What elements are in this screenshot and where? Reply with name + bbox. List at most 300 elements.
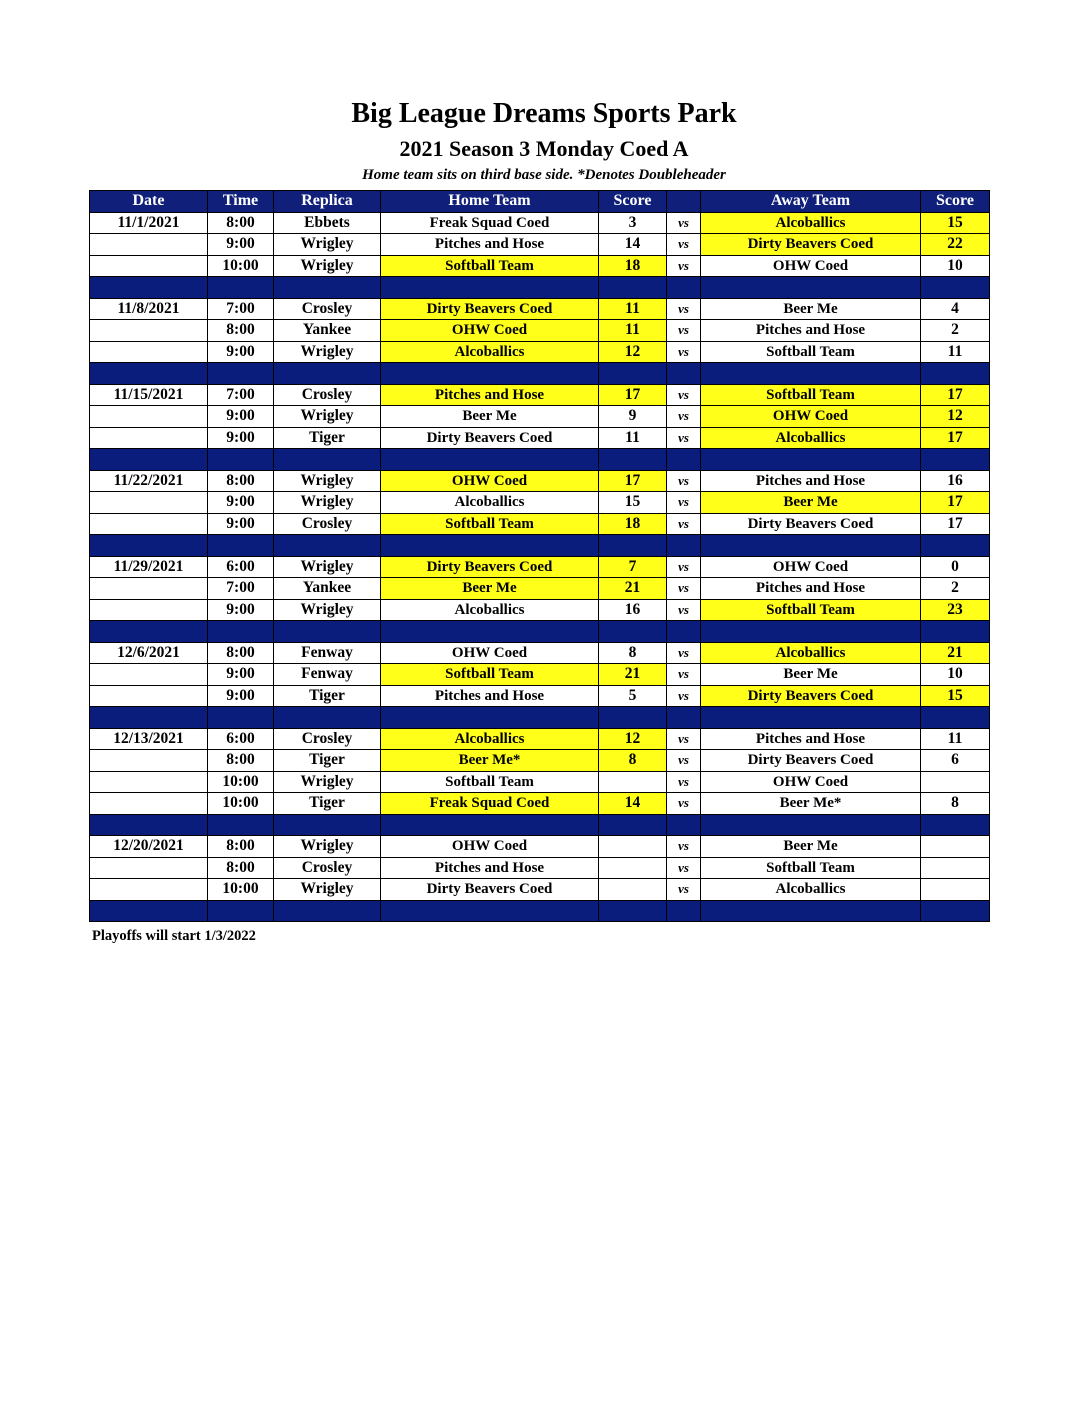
separator-cell [701, 363, 921, 385]
replica-field-cell: Crosley [274, 298, 381, 320]
table-row [90, 599, 990, 621]
replica-field-cell: Crosley [274, 384, 381, 406]
home-score-cell [599, 857, 667, 879]
date-cell [90, 513, 208, 535]
separator-cell [701, 900, 921, 922]
separator-cell [274, 900, 381, 922]
separator-cell [701, 449, 921, 471]
time-cell: 7:00 [208, 578, 274, 600]
separator-cell [921, 814, 990, 836]
replica-field-cell: Tiger [274, 750, 381, 772]
separator-cell [381, 277, 599, 299]
date-cell: 12/6/2021 [90, 642, 208, 664]
table-row [90, 320, 990, 342]
replica-field-cell: Ebbets [274, 212, 381, 234]
away-score-cell: 22 [921, 234, 990, 256]
home-score-cell: 17 [599, 384, 667, 406]
separator-cell [208, 449, 274, 471]
separator-cell [921, 535, 990, 557]
away-score-cell: 8 [921, 793, 990, 815]
home-team-cell: OHW Coed [381, 642, 599, 664]
table-row [90, 427, 990, 449]
separator-cell [701, 621, 921, 643]
home-team-cell: Pitches and Hose [381, 234, 599, 256]
home-team-cell: Pitches and Hose [381, 857, 599, 879]
home-team-cell: OHW Coed [381, 320, 599, 342]
date-cell [90, 879, 208, 901]
time-cell: 10:00 [208, 255, 274, 277]
vs-cell: vs [667, 599, 701, 621]
table-row [90, 492, 990, 514]
separator-cell [381, 707, 599, 729]
separator-cell [208, 621, 274, 643]
away-score-cell: 15 [921, 685, 990, 707]
table-row [90, 513, 990, 535]
replica-field-cell: Wrigley [274, 492, 381, 514]
home-score-cell: 12 [599, 728, 667, 750]
away-score-cell: 10 [921, 255, 990, 277]
away-team-cell: Beer Me [701, 298, 921, 320]
away-team-cell: Beer Me* [701, 793, 921, 815]
vs-cell: vs [667, 793, 701, 815]
date-cell [90, 685, 208, 707]
separator-cell [274, 621, 381, 643]
time-cell: 8:00 [208, 836, 274, 858]
playoffs-note: Playoffs will start 1/3/2022 [92, 928, 256, 944]
home-team-cell: OHW Coed [381, 470, 599, 492]
time-cell: 8:00 [208, 857, 274, 879]
separator-row [90, 449, 990, 471]
date-cell [90, 664, 208, 686]
away-team-cell: Softball Team [701, 384, 921, 406]
home-score-cell: 21 [599, 578, 667, 600]
away-team-cell: Beer Me [701, 664, 921, 686]
separator-cell [274, 707, 381, 729]
replica-field-cell: Crosley [274, 513, 381, 535]
away-score-cell: 0 [921, 556, 990, 578]
away-score-cell: 17 [921, 384, 990, 406]
table-row [90, 836, 990, 858]
away-team-cell: Dirty Beavers Coed [701, 234, 921, 256]
page-title: Big League Dreams Sports Park [351, 98, 737, 129]
vs-cell: vs [667, 384, 701, 406]
table-row [90, 470, 990, 492]
separator-cell [921, 277, 990, 299]
vs-cell: vs [667, 771, 701, 793]
home-score-cell [599, 879, 667, 901]
home-team-cell: Alcoballics [381, 341, 599, 363]
table-row [90, 406, 990, 428]
separator-cell [208, 900, 274, 922]
time-cell: 8:00 [208, 642, 274, 664]
away-score-cell: 2 [921, 578, 990, 600]
vs-cell: vs [667, 341, 701, 363]
vs-cell: vs [667, 578, 701, 600]
separator-cell [381, 814, 599, 836]
away-team-cell: Beer Me [701, 492, 921, 514]
home-score-cell: 11 [599, 427, 667, 449]
time-cell: 7:00 [208, 298, 274, 320]
separator-cell [921, 363, 990, 385]
home-team-cell: Freak Squad Coed [381, 793, 599, 815]
date-cell [90, 427, 208, 449]
vs-cell: vs [667, 492, 701, 514]
time-cell: 6:00 [208, 556, 274, 578]
separator-cell [599, 621, 667, 643]
time-cell: 10:00 [208, 879, 274, 901]
date-cell [90, 406, 208, 428]
away-team-cell: Alcoballics [701, 642, 921, 664]
away-score-cell: 15 [921, 212, 990, 234]
time-cell: 8:00 [208, 320, 274, 342]
replica-field-cell: Wrigley [274, 255, 381, 277]
away-score-cell [921, 879, 990, 901]
away-score-cell: 12 [921, 406, 990, 428]
away-team-cell: Beer Me [701, 836, 921, 858]
vs-cell: vs [667, 857, 701, 879]
away-team-cell: Dirty Beavers Coed [701, 685, 921, 707]
home-score-cell: 14 [599, 793, 667, 815]
replica-field-cell: Wrigley [274, 234, 381, 256]
time-cell: 7:00 [208, 384, 274, 406]
separator-row [90, 363, 990, 385]
vs-cell: vs [667, 320, 701, 342]
table-row [90, 857, 990, 879]
separator-cell [90, 535, 208, 557]
column-header-vs [667, 191, 701, 213]
away-team-cell: Dirty Beavers Coed [701, 513, 921, 535]
table-row [90, 212, 990, 234]
time-cell: 9:00 [208, 427, 274, 449]
separator-cell [599, 277, 667, 299]
home-team-cell: Dirty Beavers Coed [381, 879, 599, 901]
table-row [90, 556, 990, 578]
home-score-cell: 18 [599, 255, 667, 277]
away-score-cell: 16 [921, 470, 990, 492]
vs-cell: vs [667, 728, 701, 750]
replica-field-cell: Yankee [274, 578, 381, 600]
home-score-cell: 14 [599, 234, 667, 256]
separator-cell [667, 621, 701, 643]
date-cell [90, 492, 208, 514]
table-row [90, 384, 990, 406]
home-team-cell: Dirty Beavers Coed [381, 427, 599, 449]
separator-cell [381, 535, 599, 557]
away-score-cell: 10 [921, 664, 990, 686]
separator-row [90, 621, 990, 643]
separator-cell [667, 814, 701, 836]
separator-cell [90, 363, 208, 385]
vs-cell: vs [667, 255, 701, 277]
table-row [90, 298, 990, 320]
separator-cell [667, 277, 701, 299]
separator-cell [667, 535, 701, 557]
table-row [90, 664, 990, 686]
home-score-cell: 8 [599, 750, 667, 772]
separator-cell [90, 277, 208, 299]
home-team-cell: Alcoballics [381, 492, 599, 514]
home-score-cell: 3 [599, 212, 667, 234]
separator-cell [90, 707, 208, 729]
date-cell [90, 857, 208, 879]
separator-cell [208, 814, 274, 836]
table-row [90, 685, 990, 707]
away-score-cell: 2 [921, 320, 990, 342]
replica-field-cell: Yankee [274, 320, 381, 342]
replica-field-cell: Fenway [274, 642, 381, 664]
home-team-cell: Pitches and Hose [381, 384, 599, 406]
separator-cell [274, 363, 381, 385]
table-row [90, 234, 990, 256]
column-header-time: Time [208, 191, 274, 213]
home-team-cell: Alcoballics [381, 599, 599, 621]
separator-cell [208, 535, 274, 557]
home-team-cell: Softball Team [381, 255, 599, 277]
date-cell: 12/13/2021 [90, 728, 208, 750]
date-cell: 11/15/2021 [90, 384, 208, 406]
home-score-cell: 16 [599, 599, 667, 621]
separator-cell [701, 277, 921, 299]
separator-row [90, 277, 990, 299]
away-team-cell: Pitches and Hose [701, 320, 921, 342]
home-team-cell: Freak Squad Coed [381, 212, 599, 234]
home-team-cell: Dirty Beavers Coed [381, 298, 599, 320]
separator-cell [381, 621, 599, 643]
away-team-cell: Alcoballics [701, 879, 921, 901]
vs-cell: vs [667, 836, 701, 858]
home-score-cell: 8 [599, 642, 667, 664]
separator-cell [90, 449, 208, 471]
home-score-cell: 5 [599, 685, 667, 707]
table-header-row [90, 191, 990, 213]
home-score-cell: 17 [599, 470, 667, 492]
date-cell [90, 341, 208, 363]
vs-cell: vs [667, 427, 701, 449]
time-cell: 9:00 [208, 664, 274, 686]
vs-cell: vs [667, 685, 701, 707]
time-cell: 9:00 [208, 685, 274, 707]
season-subtitle: 2021 Season 3 Monday Coed A [399, 136, 689, 161]
separator-cell [921, 900, 990, 922]
away-score-cell [921, 857, 990, 879]
time-cell: 6:00 [208, 728, 274, 750]
time-cell: 8:00 [208, 212, 274, 234]
table-row [90, 642, 990, 664]
home-team-cell: Pitches and Hose [381, 685, 599, 707]
away-team-cell: OHW Coed [701, 406, 921, 428]
separator-cell [208, 277, 274, 299]
home-team-cell: Dirty Beavers Coed [381, 556, 599, 578]
separator-cell [921, 621, 990, 643]
table-row [90, 793, 990, 815]
column-header-home-team: Home Team [381, 191, 599, 213]
time-cell: 9:00 [208, 341, 274, 363]
separator-cell [90, 900, 208, 922]
replica-field-cell: Tiger [274, 427, 381, 449]
home-team-cell: Beer Me [381, 406, 599, 428]
vs-cell: vs [667, 642, 701, 664]
time-cell: 9:00 [208, 234, 274, 256]
separator-cell [90, 621, 208, 643]
separator-cell [599, 363, 667, 385]
separator-row [90, 814, 990, 836]
away-score-cell [921, 836, 990, 858]
separator-cell [599, 900, 667, 922]
away-score-cell: 23 [921, 599, 990, 621]
home-team-cell: Beer Me [381, 578, 599, 600]
table-row [90, 728, 990, 750]
replica-field-cell: Wrigley [274, 836, 381, 858]
away-score-cell: 21 [921, 642, 990, 664]
away-team-cell: Pitches and Hose [701, 728, 921, 750]
away-team-cell: Alcoballics [701, 212, 921, 234]
home-score-cell: 11 [599, 320, 667, 342]
home-team-cell: Beer Me* [381, 750, 599, 772]
separator-cell [921, 707, 990, 729]
away-score-cell: 11 [921, 728, 990, 750]
separator-row [90, 535, 990, 557]
table-row [90, 879, 990, 901]
time-cell: 9:00 [208, 513, 274, 535]
separator-cell [381, 363, 599, 385]
separator-cell [667, 900, 701, 922]
date-cell [90, 793, 208, 815]
column-header-replica: Replica [274, 191, 381, 213]
separator-cell [274, 814, 381, 836]
replica-field-cell: Wrigley [274, 599, 381, 621]
home-score-cell: 21 [599, 664, 667, 686]
schedule-table [89, 190, 990, 922]
separator-cell [208, 363, 274, 385]
date-cell: 11/8/2021 [90, 298, 208, 320]
date-cell [90, 771, 208, 793]
replica-field-cell: Wrigley [274, 879, 381, 901]
replica-field-cell: Wrigley [274, 771, 381, 793]
separator-cell [274, 449, 381, 471]
away-team-cell: Softball Team [701, 857, 921, 879]
vs-cell: vs [667, 879, 701, 901]
column-header-home-score: Score [599, 191, 667, 213]
separator-cell [701, 535, 921, 557]
replica-field-cell: Crosley [274, 857, 381, 879]
separator-cell [599, 535, 667, 557]
column-header-away-team: Away Team [701, 191, 921, 213]
time-cell: 9:00 [208, 406, 274, 428]
table-row [90, 578, 990, 600]
away-team-cell: Dirty Beavers Coed [701, 750, 921, 772]
separator-cell [667, 449, 701, 471]
away-score-cell [921, 771, 990, 793]
date-cell: 11/22/2021 [90, 470, 208, 492]
time-cell: 9:00 [208, 599, 274, 621]
column-header-away-score: Score [921, 191, 990, 213]
vs-cell: vs [667, 513, 701, 535]
date-cell [90, 599, 208, 621]
replica-field-cell: Fenway [274, 664, 381, 686]
replica-field-cell: Tiger [274, 685, 381, 707]
time-cell: 10:00 [208, 771, 274, 793]
replica-field-cell: Tiger [274, 793, 381, 815]
vs-cell: vs [667, 556, 701, 578]
vs-cell: vs [667, 298, 701, 320]
vs-cell: vs [667, 406, 701, 428]
time-cell: 9:00 [208, 492, 274, 514]
vs-cell: vs [667, 750, 701, 772]
table-row [90, 341, 990, 363]
away-score-cell: 17 [921, 513, 990, 535]
home-team-cell: Softball Team [381, 771, 599, 793]
away-team-cell: Softball Team [701, 341, 921, 363]
home-score-cell [599, 771, 667, 793]
separator-cell [599, 449, 667, 471]
separator-cell [921, 449, 990, 471]
time-cell: 8:00 [208, 750, 274, 772]
vs-cell: vs [667, 470, 701, 492]
home-score-cell: 12 [599, 341, 667, 363]
home-score-cell: 15 [599, 492, 667, 514]
separator-cell [208, 707, 274, 729]
away-team-cell: Pitches and Hose [701, 470, 921, 492]
replica-field-cell: Wrigley [274, 406, 381, 428]
vs-cell: vs [667, 234, 701, 256]
date-cell: 11/1/2021 [90, 212, 208, 234]
away-team-cell: Pitches and Hose [701, 578, 921, 600]
away-team-cell: OHW Coed [701, 556, 921, 578]
vs-cell: vs [667, 664, 701, 686]
home-score-cell: 11 [599, 298, 667, 320]
away-score-cell: 11 [921, 341, 990, 363]
away-team-cell: OHW Coed [701, 771, 921, 793]
separator-cell [599, 814, 667, 836]
replica-field-cell: Wrigley [274, 341, 381, 363]
replica-field-cell: Crosley [274, 728, 381, 750]
separator-cell [667, 363, 701, 385]
date-cell: 12/20/2021 [90, 836, 208, 858]
separator-cell [701, 707, 921, 729]
separator-cell [599, 707, 667, 729]
away-team-cell: Softball Team [701, 599, 921, 621]
home-score-cell: 9 [599, 406, 667, 428]
separator-cell [701, 814, 921, 836]
date-cell: 11/29/2021 [90, 556, 208, 578]
home-team-cell: Softball Team [381, 513, 599, 535]
date-cell [90, 234, 208, 256]
separator-cell [381, 449, 599, 471]
replica-field-cell: Wrigley [274, 470, 381, 492]
date-cell [90, 320, 208, 342]
table-row [90, 255, 990, 277]
schedule-body [90, 212, 990, 922]
away-score-cell: 4 [921, 298, 990, 320]
separator-row [90, 900, 990, 922]
date-cell [90, 750, 208, 772]
home-team-cell: OHW Coed [381, 836, 599, 858]
away-score-cell: 6 [921, 750, 990, 772]
home-team-cell: Softball Team [381, 664, 599, 686]
home-score-cell [599, 836, 667, 858]
away-team-cell: OHW Coed [701, 255, 921, 277]
away-score-cell: 17 [921, 427, 990, 449]
separator-cell [667, 707, 701, 729]
date-cell [90, 255, 208, 277]
separator-cell [274, 535, 381, 557]
vs-cell: vs [667, 212, 701, 234]
away-team-cell: Alcoballics [701, 427, 921, 449]
separator-cell [90, 814, 208, 836]
date-cell [90, 578, 208, 600]
table-row [90, 771, 990, 793]
home-score-cell: 7 [599, 556, 667, 578]
